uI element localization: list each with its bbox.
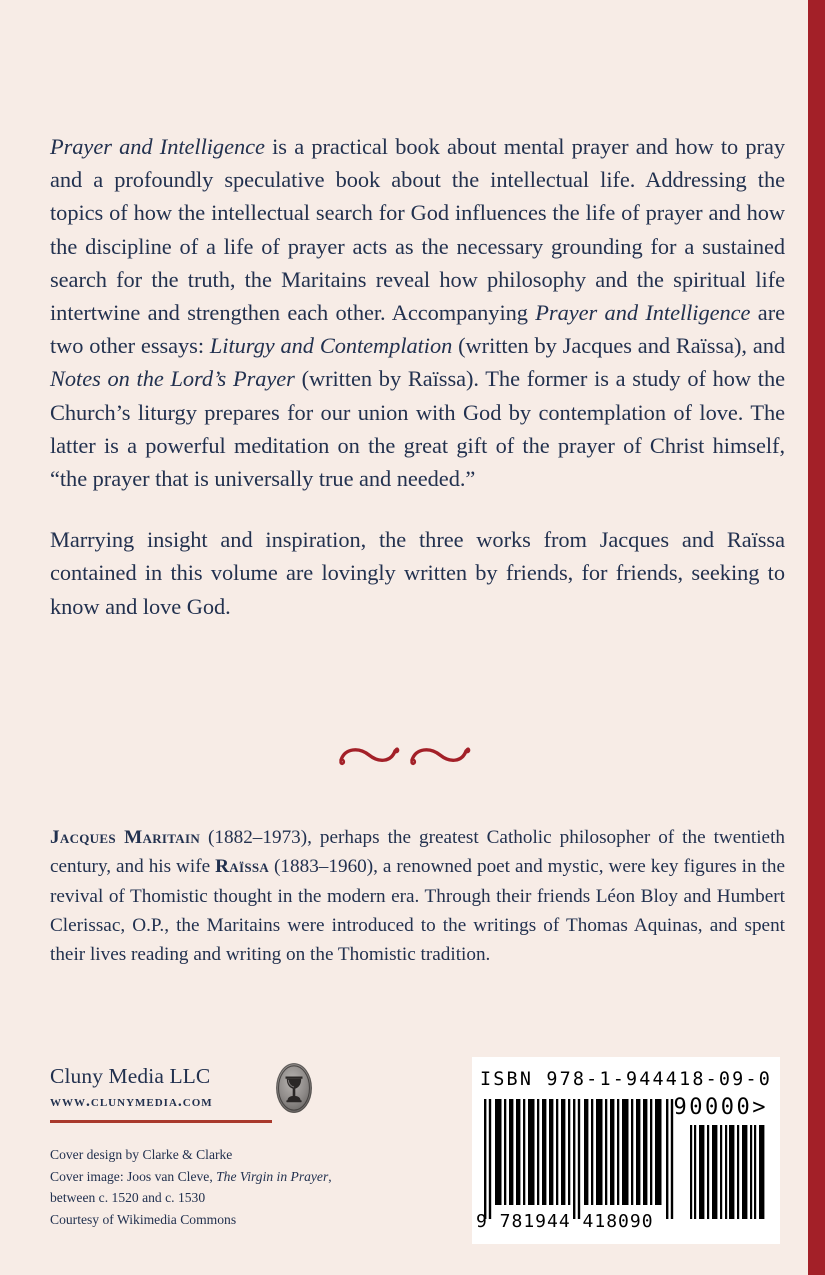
isbn-text: ISBN 978-1-944418-09-0	[480, 1069, 772, 1090]
ean13-digits-text: 9 781944 418090	[476, 1211, 654, 1232]
blurb-paragraph-2: Marrying insight and inspiration, the three works from Jacques and Raïssa contained in this volume are lovingly written by friends, for friends, seeking to know and love God.	[50, 527, 785, 619]
bio-run-2: (1883–1960), a renowned poet and mystic, were key figures in the revival of Thomistic thought in the modern era. Through their friends Léon Bloy and Humbert Clerissac, O.P., the Maritains were introduced to the writings of Thomas Aquinas, and spent their lives reading and writing on the Thomistic tradition.	[50, 856, 785, 966]
cover-edge-band	[808, 0, 825, 1275]
publisher-block	[50, 1064, 275, 1123]
publisher-divider-rule	[50, 1120, 272, 1123]
book-title-italic-2: Prayer and Intelligence	[535, 300, 751, 326]
chalice-medallion-icon	[275, 1062, 313, 1114]
ean13-barcode	[484, 1099, 676, 1219]
isbn-barcode-box	[472, 1057, 780, 1244]
credit-line-2	[50, 1166, 380, 1188]
cluny-chalice-medallion-logo	[275, 1062, 313, 1114]
credit-line-3: between c. 1520 and c. 1530	[50, 1190, 206, 1206]
author-bio-paragraph	[50, 823, 785, 969]
price-code-text: 90000>	[673, 1095, 768, 1120]
blurb-p1-run-2: is a practical book about mental prayer and how to pray and a profoundly speculative book about the intellectual life. Addressing the topics of how the intellectual search for God influences the life of prayer and how the discipline of a life of prayer acts as the necessary grounding for a sustained search for the truth, the Maritains reveal how philosophy and the spiritual life intertwine and strengthen each other. Accompanying	[50, 134, 785, 326]
book-title-italic-1: Prayer and Intelligence	[50, 134, 265, 159]
blurb-paragraph-1	[50, 130, 785, 495]
bio-run-1: (1882–1973), perhaps the greatest Catholic philosopher of the twentieth century, and his wife	[50, 827, 785, 878]
publisher-website-url[interactable]: www.clunymedia.com	[50, 1093, 213, 1110]
ean5-addon-barcode	[690, 1125, 768, 1219]
blurb-p1-run-6: (written by Jacques and Raïssa), and	[452, 333, 786, 359]
credit-line-4: Courtesy of Wikimedia Commons	[50, 1211, 237, 1227]
blurb-p1-run-8: (written by Raïssa). The former is a study of how the Church’s liturgy prepares for our union with God by contemplation of love. The latter is a powerful meditation on the great gift of the prayer of Christ himself, “the prayer that is universally true and needed.”	[50, 366, 785, 492]
artwork-title-italic: The Virgin in Prayer	[216, 1168, 329, 1184]
author-bio-block	[50, 823, 785, 969]
double-tilde-icon	[337, 735, 471, 779]
cover-credits-block	[50, 1144, 380, 1230]
publisher-name: Cluny Media LLC	[50, 1064, 211, 1088]
blurb-text-block	[50, 130, 785, 623]
credit-line-2-suffix: ,	[328, 1168, 332, 1184]
section-divider-ornament	[0, 735, 808, 779]
essay-title-italic-1: Liturgy and Contemplation	[209, 333, 453, 359]
essay-title-italic-2: Notes on the Lord’s Prayer	[50, 366, 295, 392]
blurb-p1-run-4: are two other essays:	[50, 300, 785, 359]
credit-line-1: Cover design by Clarke & Clarke	[50, 1147, 233, 1162]
author-name-jacques-maritain: Jacques Maritain	[50, 827, 201, 848]
author-name-raissa: Raïssa	[215, 856, 270, 878]
credit-line-2-prefix: Cover image: Joos van Cleve,	[50, 1168, 217, 1184]
